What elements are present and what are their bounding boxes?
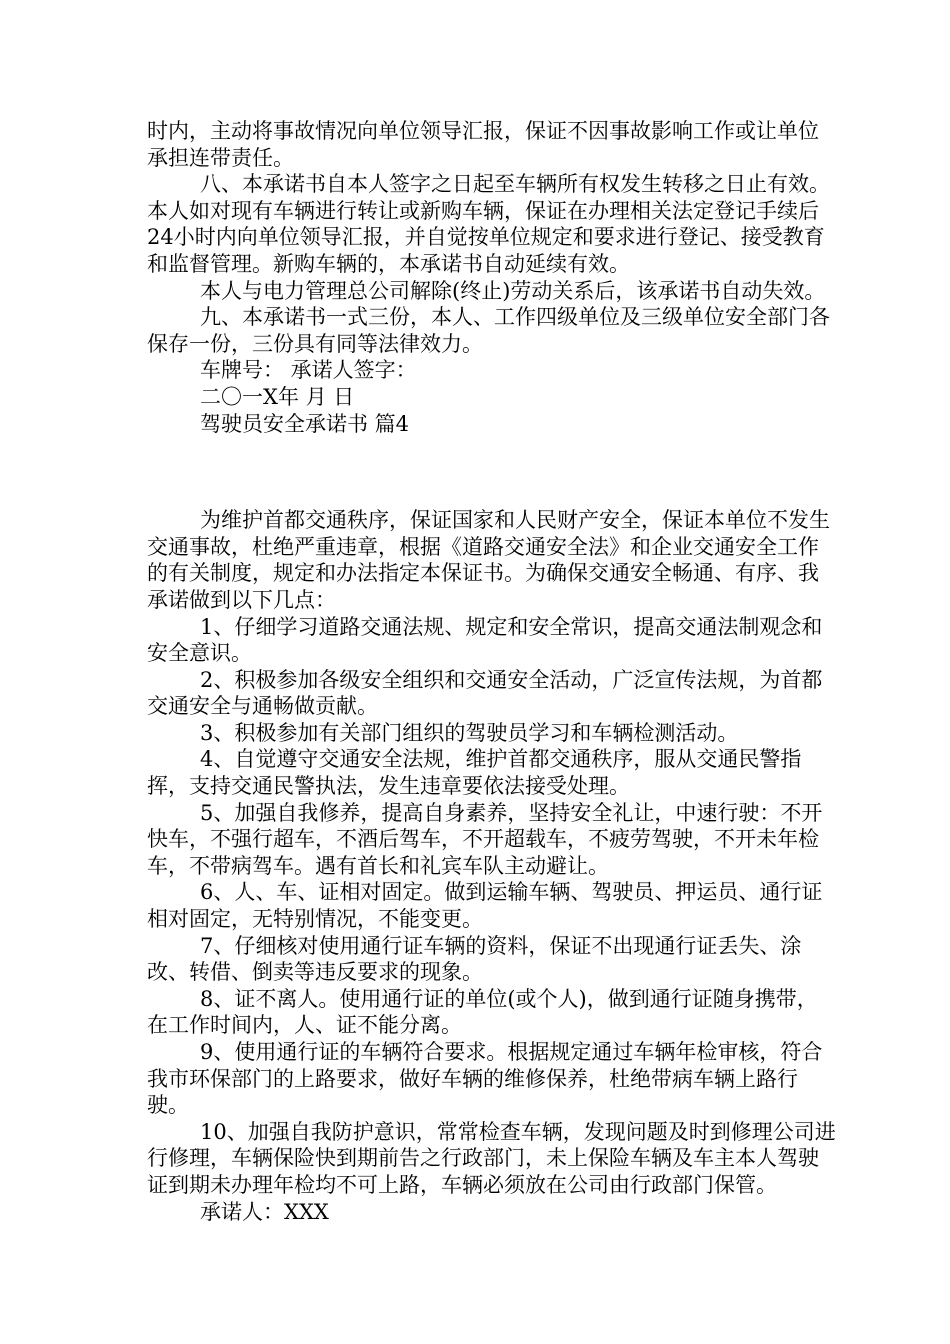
date-line: 二〇一X年 月 日 [200, 384, 355, 409]
paragraph-item-9: 九、本承诺书一式三份，本人、工作四级单位及三级单位安全部门各保存一份，三份具有同等法律效力。 [147, 305, 830, 356]
section-gap [147, 437, 837, 507]
pledge-item-1: 1、仔细学习道路交通法规、规定和安全常识，提高交通法制观念和安全意识。 [147, 614, 823, 666]
pledge-item-2: 2、积极参加各级安全组织和交通安全活动，广泛宣传法规，为首都交通安全与通畅做贡献。 [147, 667, 823, 719]
signature-line: 车牌号： 承诺人签字： [200, 358, 417, 383]
pledger-signature: 承诺人：XXX [200, 1199, 329, 1224]
pledge-item-10: 10、加强自我防护意识，常常检查车辆，发现问题及时到修理公司进行修理，车辆保险快到期前告之行政部门，未上保险车辆及车主本人驾驶证到期未办理年检均不可上路，车辆必须放在公司由行政部门保管。 [147, 1119, 836, 1197]
paragraph-item-8: 八、本承诺书自本人签字之日起至车辆所有权发生转移之日止有效。本人如对现有车辆进行转让或新购车辆，保证在办理相关法定登记手续后24小时内向单位领导汇报，并自觉按单位规定和要求进行登记、接受教育和监督管理。新购车辆的，本承诺书自动延续有效。 [147, 172, 830, 276]
document-page [147, 118, 837, 1225]
section-title: 驾驶员安全承诺书 篇4 [200, 411, 410, 436]
pledge-item-3: 3、积极参加有关部门组织的驾驶员学习和车辆检测活动。 [200, 720, 739, 745]
pledge-item-9: 9、使用通行证的车辆符合要求。根据规定通过车辆年检审核，符合我市环保部门的上路要求，做好车辆的维修保养，杜绝带病车辆上路行驶。 [147, 1040, 823, 1118]
pledge-item-7: 7、仔细核对使用通行证车辆的资料，保证不出现通行证丢失、涂改、转借、倒卖等违反要求的现象。 [147, 933, 802, 985]
paragraph-continuation: 时内，主动将事故情况向单位领导汇报，保证不因事故影响工作或让单位承担连带责任。 [147, 119, 819, 170]
intro-paragraph: 为维护首都交通秩序，保证国家和人民财产安全，保证本单位不发生交通事故，杜绝严重违章，根据《道路交通安全法》和企业交通安全工作的有关制度，规定和办法指定本保证书。为确保交通安全畅通、有序、我承诺做到以下几点： [147, 508, 830, 612]
pledge-item-4: 4、自觉遵守交通安全法规，维护首都交通秩序，服从交通民警指挥，支持交通民警执法，发生违章要依法接受处理。 [147, 747, 802, 799]
pledge-item-5: 5、加强自我修养，提高自身素养，坚持安全礼让，中速行驶：不开快车，不强行超车，不酒后驾车，不开超载车，不疲劳驾驶，不开未年检车，不带病驾车。遇有首长和礼宾车队主动避让。 [147, 800, 823, 878]
pledge-item-6: 6、人、车、证相对固定。做到运输车辆、驾驶员、押运员、通行证相对固定，无特别情况，不能变更。 [147, 880, 823, 932]
pledge-item-8: 8、证不离人。使用通行证的单位(或个人)，做到通行证随身携带，在工作时间内，人、证不能分离。 [147, 986, 818, 1038]
paragraph-termination: 本人与电力管理总公司解除(终止)劳动关系后，该承诺书自动失效。 [200, 278, 826, 303]
